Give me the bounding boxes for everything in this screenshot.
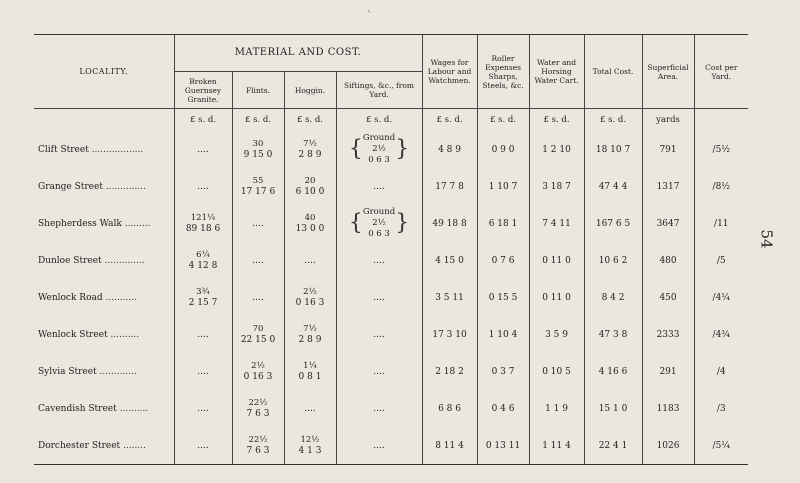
locality-name: Wenlock Street — [38, 329, 108, 340]
granite-amount: .... — [197, 440, 209, 451]
roller-cell: 0 3 7 — [477, 353, 529, 390]
wages-cell: 3 5 11 — [422, 279, 477, 316]
granite-cell — [174, 279, 232, 316]
table-row — [34, 427, 748, 465]
total-cell: 22 4 1 — [584, 427, 642, 465]
header-granite: Broken Guernsey Granite. — [174, 72, 232, 109]
header-locality: LOCALITY. — [34, 35, 174, 109]
unit-yards: yards — [642, 109, 694, 132]
unit-lsd: £ s. d. — [477, 109, 529, 132]
roller-cell: 0 7 6 — [477, 242, 529, 279]
total-cell: 47 3 8 — [584, 316, 642, 353]
hoggin-cell — [284, 279, 336, 316]
area-cell: 291 — [642, 353, 694, 390]
wages-cell: 17 3 10 — [422, 316, 477, 353]
siftings-amount: .... — [373, 366, 385, 377]
cost-cell: /4¼ — [694, 279, 748, 316]
siftings-amount: .... — [373, 181, 385, 192]
siftings-quantity: 2½ — [372, 218, 386, 228]
cost-cell: /3 — [694, 390, 748, 427]
water-cell: 0 10 5 — [529, 353, 584, 390]
flints-cell — [232, 131, 284, 168]
locality-cell — [34, 242, 174, 279]
unit-lsd: £ s. d. — [422, 109, 477, 132]
flints-amount: 17 17 6 — [240, 186, 276, 197]
total-cell: 18 10 7 — [584, 131, 642, 168]
siftings-source: Ground — [362, 207, 396, 217]
wages-cell: 17 7 8 — [422, 168, 477, 205]
flints-amount: .... — [252, 255, 264, 266]
wages-cell: 8 11 4 — [422, 427, 477, 465]
siftings-cell — [336, 168, 422, 205]
area-cell: 450 — [642, 279, 694, 316]
right-brace: } — [395, 136, 410, 162]
hoggin-quantity: 7½ — [303, 138, 317, 149]
locality-cell — [34, 131, 174, 168]
header-roller: Roller Expenses Sharps, Steels, &c. — [477, 35, 529, 109]
cost-cell: /4¾ — [694, 316, 748, 353]
table-row — [34, 242, 748, 279]
water-cell: 7 4 11 — [529, 205, 584, 242]
wages-cell: 49 18 8 — [422, 205, 477, 242]
dot-leader: .................. — [91, 144, 144, 155]
locality-name: Dorchester Street — [38, 440, 121, 451]
flints-cell — [232, 427, 284, 465]
flints-quantity: 2½ — [251, 360, 265, 371]
total-cell: 10 6 2 — [584, 242, 642, 279]
roller-cell: 0 15 5 — [477, 279, 529, 316]
granite-cell — [174, 131, 232, 168]
siftings-cell — [336, 427, 422, 465]
flints-quantity: 22½ — [248, 434, 268, 445]
flints-amount: .... — [252, 292, 264, 303]
granite-cell — [174, 205, 232, 242]
total-cell: 15 1 0 — [584, 390, 642, 427]
flints-amount: 7 6 3 — [246, 408, 270, 419]
siftings-amount: .... — [373, 292, 385, 303]
granite-amount: .... — [197, 144, 209, 155]
header-wages: Wages for Labour and Watchmen. — [422, 35, 477, 109]
total-cell: 8 4 2 — [584, 279, 642, 316]
table-row — [34, 168, 748, 205]
locality-cell — [34, 316, 174, 353]
granite-amount: .... — [197, 403, 209, 414]
flints-cell — [232, 242, 284, 279]
siftings-amount: 0 6 3 — [368, 155, 390, 165]
dot-leader: ............. — [99, 366, 137, 377]
table-row — [34, 390, 748, 427]
unit-lsd: £ s. d. — [529, 109, 584, 132]
water-cell: 0 11 0 — [529, 242, 584, 279]
unit-lsd: £ s. d. — [174, 109, 232, 132]
granite-cell — [174, 242, 232, 279]
wages-cell: 4 8 9 — [422, 131, 477, 168]
hoggin-amount: 4 1 3 — [298, 445, 322, 456]
siftings-amount: .... — [373, 329, 385, 340]
granite-cell — [174, 168, 232, 205]
hoggin-quantity: 1¼ — [303, 360, 317, 371]
area-cell: 3647 — [642, 205, 694, 242]
granite-quantity: 121¼ — [190, 212, 216, 223]
locality-cell — [34, 427, 174, 465]
hoggin-cell — [284, 168, 336, 205]
granite-amount: 4 12 8 — [188, 260, 218, 271]
header-flints: Flints. — [232, 72, 284, 109]
hoggin-amount: 2 8 9 — [298, 149, 322, 160]
total-cell: 167 6 5 — [584, 205, 642, 242]
roller-cell: 0 9 0 — [477, 131, 529, 168]
total-cell: 47 4 4 — [584, 168, 642, 205]
right-brace: } — [395, 210, 410, 236]
locality-name: Clift Street — [38, 144, 89, 155]
area-cell: 791 — [642, 131, 694, 168]
locality-name: Sylvia Street — [38, 366, 97, 377]
granite-amount: 89 18 6 — [185, 223, 221, 234]
wages-cell: 4 15 0 — [422, 242, 477, 279]
water-cell: 1 2 10 — [529, 131, 584, 168]
water-cell: 3 18 7 — [529, 168, 584, 205]
header-material-and-cost: MATERIAL AND COST. — [174, 35, 422, 72]
header-siftings: Siftings, &c., from Yard. — [336, 72, 422, 109]
siftings-cell — [336, 353, 422, 390]
siftings-cell — [336, 205, 422, 242]
granite-amount: .... — [197, 366, 209, 377]
flints-cell — [232, 279, 284, 316]
hoggin-amount: 2 8 9 — [298, 334, 322, 345]
left-brace: { — [348, 210, 363, 236]
locality-name: Grange Street — [38, 181, 103, 192]
hoggin-cell — [284, 242, 336, 279]
roller-cell: 1 10 7 — [477, 168, 529, 205]
locality-cell — [34, 353, 174, 390]
granite-amount: .... — [197, 181, 209, 192]
granite-cell — [174, 353, 232, 390]
flints-quantity: 22½ — [248, 397, 268, 408]
hoggin-cell — [284, 131, 336, 168]
unit-lsd: £ s. d. — [336, 109, 422, 132]
flints-cell — [232, 205, 284, 242]
flints-amount: 22 15 0 — [240, 334, 276, 345]
cost-cell: /4 — [694, 353, 748, 390]
locality-name: Wenlock Road — [38, 292, 103, 303]
header-water: Water and Horsing Water Cart. — [529, 35, 584, 109]
left-brace: { — [348, 136, 363, 162]
flints-cell — [232, 390, 284, 427]
water-cell: 1 1 9 — [529, 390, 584, 427]
flints-amount: 0 16 3 — [243, 371, 273, 382]
dot-leader: .......... — [119, 403, 149, 414]
dot-leader: .............. — [104, 255, 145, 266]
flints-amount: 9 15 0 — [243, 149, 273, 160]
granite-cell — [174, 427, 232, 465]
granite-amount: .... — [197, 329, 209, 340]
total-cell: 4 16 6 — [584, 353, 642, 390]
hoggin-amount: 13 0 0 — [295, 223, 325, 234]
siftings-source: Ground — [362, 133, 396, 143]
hoggin-amount: 0 16 3 — [295, 297, 325, 308]
dot-leader: .............. — [105, 181, 146, 192]
unit-lsd: £ s. d. — [232, 109, 284, 132]
hoggin-amount: .... — [304, 255, 316, 266]
locality-name: Dunloe Street — [38, 255, 102, 266]
hoggin-cell — [284, 316, 336, 353]
siftings-amount: .... — [373, 440, 385, 451]
area-cell: 1183 — [642, 390, 694, 427]
hoggin-cell — [284, 390, 336, 427]
roller-cell: 6 18 1 — [477, 205, 529, 242]
hoggin-cell — [284, 205, 336, 242]
roller-cell: 0 13 11 — [477, 427, 529, 465]
dot-leader: ........ — [123, 440, 146, 451]
cost-cell: /5¼ — [694, 427, 748, 465]
page-number: 54 — [757, 229, 776, 249]
unit-lsd: £ s. d. — [284, 109, 336, 132]
flints-cell — [232, 316, 284, 353]
cost-cell: /8½ — [694, 168, 748, 205]
hoggin-quantity: 2½ — [303, 286, 317, 297]
roller-cell: 0 4 6 — [477, 390, 529, 427]
cost-cell: /11 — [694, 205, 748, 242]
locality-cell — [34, 279, 174, 316]
header-area: Superficial Area. — [642, 35, 694, 109]
header-cost-per-yard: Cost per Yard. — [694, 35, 748, 109]
locality-cell — [34, 205, 174, 242]
wages-cell: 2 18 2 — [422, 353, 477, 390]
hoggin-cell — [284, 353, 336, 390]
flints-amount: .... — [252, 218, 264, 229]
unit-lsd: £ s. d. — [584, 109, 642, 132]
siftings-amount: .... — [373, 403, 385, 414]
table-row — [34, 205, 748, 242]
flints-amount: 7 6 3 — [246, 445, 270, 456]
area-cell: 1317 — [642, 168, 694, 205]
table-row — [34, 131, 748, 168]
locality-name: Cavendish Street — [38, 403, 117, 414]
dot-leader: ......... — [124, 218, 151, 229]
siftings-cell — [336, 390, 422, 427]
units-row — [34, 109, 748, 132]
locality-cell — [34, 390, 174, 427]
locality-name: Shepherdess Walk — [38, 218, 122, 229]
area-cell: 1026 — [642, 427, 694, 465]
cost-cell: /5 — [694, 242, 748, 279]
roller-cell: 1 10 4 — [477, 316, 529, 353]
flints-cell — [232, 353, 284, 390]
hoggin-quantity: 7½ — [303, 323, 317, 334]
granite-amount: 2 15 7 — [188, 297, 218, 308]
water-cell: 3 5 9 — [529, 316, 584, 353]
wages-cell: 6 8 6 — [422, 390, 477, 427]
hoggin-quantity: 40 — [304, 212, 316, 223]
flints-quantity: 70 — [252, 323, 264, 334]
area-cell: 480 — [642, 242, 694, 279]
flints-quantity: 55 — [252, 175, 264, 186]
table-row — [34, 353, 748, 390]
hoggin-quantity: 20 — [304, 175, 316, 186]
cost-cell: /5½ — [694, 131, 748, 168]
header-hoggin: Hoggin. — [284, 72, 336, 109]
dot-leader: ........... — [105, 292, 137, 303]
hoggin-amount: 6 10 0 — [295, 186, 325, 197]
hoggin-amount: 0 8 1 — [298, 371, 322, 382]
table-row — [34, 279, 748, 316]
locality-cell — [34, 168, 174, 205]
hoggin-cell — [284, 427, 336, 465]
area-cell: 2333 — [642, 316, 694, 353]
table-row — [34, 316, 748, 353]
road-cost-table — [34, 34, 748, 465]
siftings-cell — [336, 279, 422, 316]
siftings-cell — [336, 131, 422, 168]
header-total: Total Cost. — [584, 35, 642, 109]
water-cell: 1 11 4 — [529, 427, 584, 465]
flints-cell — [232, 168, 284, 205]
granite-cell — [174, 390, 232, 427]
siftings-cell — [336, 242, 422, 279]
siftings-amount: .... — [373, 255, 385, 266]
granite-quantity: 6¼ — [196, 249, 210, 260]
water-cell: 0 11 0 — [529, 279, 584, 316]
siftings-quantity: 2½ — [372, 144, 386, 154]
siftings-amount: 0 6 3 — [368, 229, 390, 239]
stray-mark: ` — [367, 11, 372, 22]
hoggin-amount: .... — [304, 403, 316, 414]
siftings-cell — [336, 316, 422, 353]
granite-quantity: 3¾ — [196, 286, 210, 297]
granite-cell — [174, 316, 232, 353]
flints-quantity: 30 — [252, 138, 264, 149]
dot-leader: .......... — [110, 329, 140, 340]
hoggin-quantity: 12½ — [300, 434, 320, 445]
